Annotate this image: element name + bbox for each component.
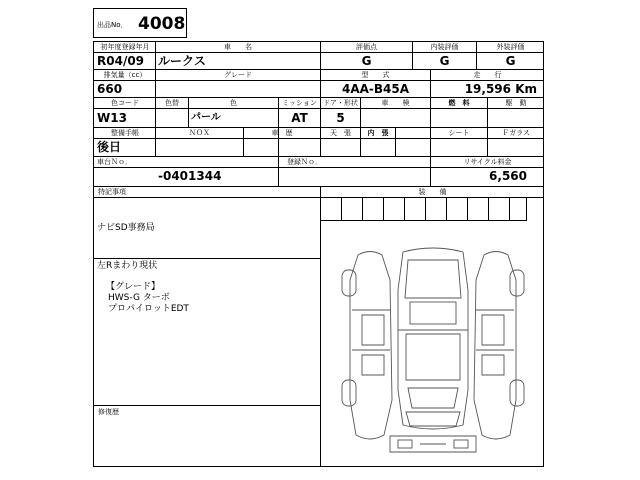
note-line-3: 【グレード】: [106, 282, 161, 292]
note-line-1: ナビSD事務局: [97, 223, 155, 233]
label-transmission: ミッション: [282, 99, 317, 107]
label-exterior: 外装評価: [496, 43, 525, 51]
label-chassis: 車台Ｎｏ．: [97, 158, 132, 166]
label-reg-no: 登録Ｎｏ．: [287, 158, 322, 166]
equipment-cell: [341, 197, 363, 221]
car-right-side-view: [474, 252, 524, 440]
note-line-4: HWS-G ターボ: [108, 293, 170, 303]
label-interior: 内装評価: [430, 43, 459, 51]
label-model: 型 式: [361, 71, 390, 79]
label-reg-year: 初年度登録年月: [100, 43, 150, 51]
label-history: 車 歴: [271, 129, 293, 137]
label-grade: グレード: [224, 71, 252, 79]
label-inspection: 車 検: [381, 99, 410, 107]
equipment-cell: [362, 197, 384, 221]
equipment-cell: [488, 197, 510, 221]
note-line-2: 左Rまわり現状: [97, 261, 158, 271]
car-damage-diagram: [340, 240, 526, 455]
equipment-grid: [320, 197, 544, 221]
label-seat: シート: [448, 129, 470, 137]
label-body-color: 色替: [165, 99, 179, 107]
value-transmission: AT: [291, 111, 308, 125]
label-doors: ドア・形状: [323, 99, 358, 107]
label-nox: ＮＯＸ: [189, 129, 210, 137]
value-color-code: W13: [97, 111, 127, 125]
value-interior: G: [439, 54, 450, 68]
equipment-cell: [425, 197, 447, 221]
value-score: G: [361, 54, 372, 68]
value-color: パール: [191, 112, 221, 123]
value-car-name: ルークス: [158, 54, 206, 68]
label-maintenance: 整備手帳: [111, 129, 139, 137]
equipment-cell: [467, 197, 489, 221]
label-drive: 駆 動: [505, 99, 527, 107]
value-doors: 5: [336, 111, 345, 125]
label-sunroof: 天 張: [330, 129, 351, 137]
label-color: 色: [230, 99, 237, 107]
equipment-cell: [446, 197, 468, 221]
equipment-cell: [320, 197, 342, 221]
note-line-5: プロパイロットEDT: [108, 304, 189, 314]
equipment-cell: [509, 197, 527, 221]
equipment-cell: [404, 197, 426, 221]
value-exterior: G: [505, 54, 516, 68]
label-repair: 修復歴: [98, 408, 119, 416]
label-color-code: 色コード: [111, 99, 139, 107]
listing-number-label: 出品No．: [97, 21, 128, 29]
listing-number-value: 4008: [138, 14, 186, 34]
equipment-cell: [383, 197, 405, 221]
listing-number-box: [93, 8, 187, 38]
value-mileage: 19,596 Km: [464, 82, 537, 96]
label-equipment: 装 備: [418, 188, 447, 196]
label-score: 評価点: [356, 43, 377, 51]
label-mileage: 走 行: [473, 71, 502, 79]
value-reg-year: R04/09: [97, 54, 145, 68]
label-interior-cover: 内 張: [367, 129, 389, 137]
value-chassis: -0401344: [158, 169, 222, 183]
label-remarks: 特記事項: [98, 188, 126, 196]
value-model: 4AA-B45A: [341, 82, 410, 96]
label-car-name: 車 名: [224, 43, 252, 51]
car-left-side-view: [342, 252, 392, 440]
label-displacement: 排気量（cc）: [103, 71, 147, 79]
value-maintenance: 後日: [97, 140, 122, 154]
label-recycle: リサイクル料金: [463, 158, 512, 166]
car-top-view: [398, 248, 468, 429]
value-recycle: 6,560: [489, 169, 527, 183]
label-fuel: 燃 料: [448, 99, 470, 107]
label-fglass: Ｆガラス: [502, 129, 530, 137]
car-rear-view: [390, 436, 476, 452]
value-displacement: 660: [97, 82, 123, 96]
